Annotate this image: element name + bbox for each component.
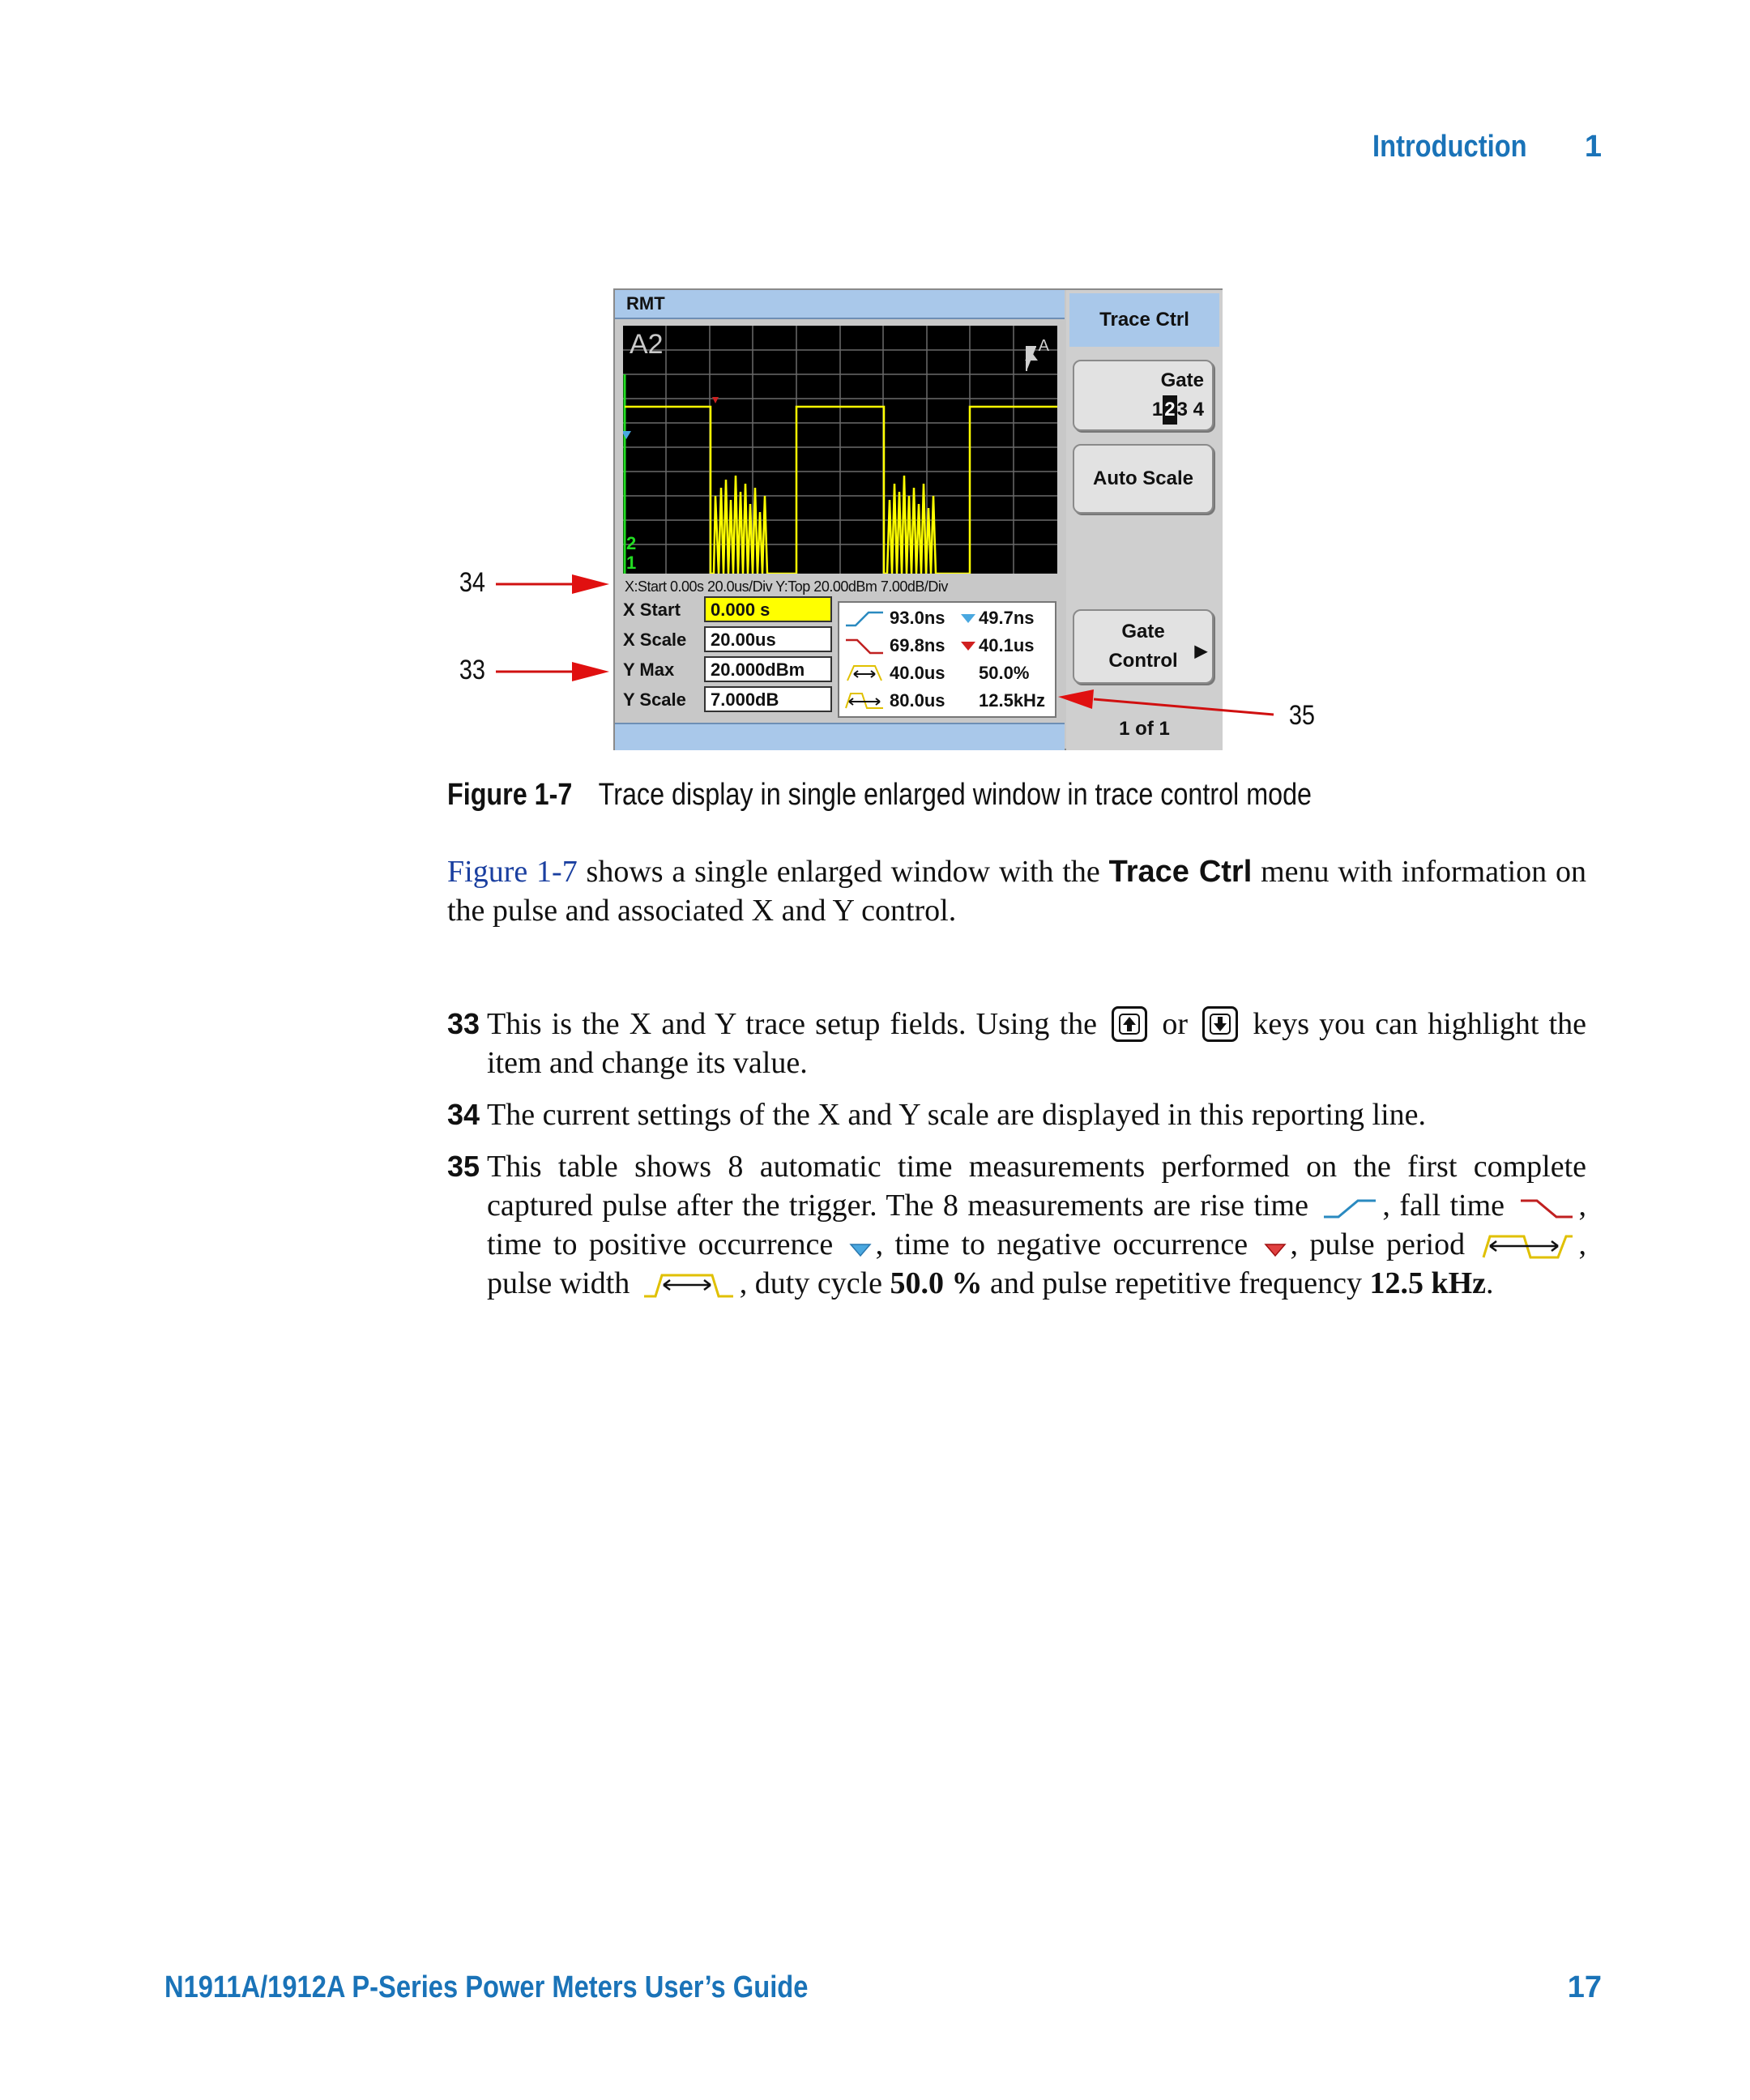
remote-indicator: RMT (626, 293, 665, 314)
item-number: 35 (447, 1150, 480, 1183)
callout-33: 33 (459, 655, 485, 685)
reporting-line: X:Start 0.00s 20.0us/Div Y:Top 20.00dBm 7.00dB/Div (625, 578, 948, 595)
gate-control-line2: Control (1108, 650, 1178, 672)
section-title: Introduction (1372, 130, 1527, 164)
menu-name: Trace Ctrl (1108, 855, 1253, 889)
field-label: X Scale (623, 630, 687, 650)
callout-35: 35 (1288, 700, 1315, 731)
field-label: Y Scale (623, 689, 686, 710)
gate-option: 4 (1193, 399, 1204, 420)
submenu-arrow-icon: ▶ (1194, 642, 1207, 660)
figure-label: Figure 1-7 (447, 778, 573, 812)
field-value[interactable]: 20.00us (704, 626, 832, 652)
arrow-35 (1058, 689, 1274, 715)
item-number: 34 (447, 1098, 480, 1131)
field-label: Y Max (623, 659, 675, 680)
item-text: , pulse period (1290, 1227, 1477, 1261)
duty-cycle-value: 50.0% (979, 663, 1030, 683)
item-text: , time to negative occurrence (875, 1227, 1260, 1261)
pulse-width-value: 40.0us (890, 663, 945, 683)
pulse-period-value: 80.0us (890, 690, 945, 711)
list-item (447, 1147, 1586, 1303)
chapter-number: 1 (1584, 130, 1602, 164)
para-text: menu with information on the pulse and associated X and Y control. (447, 855, 1587, 928)
auto-scale-softkey[interactable]: Auto Scale (1073, 444, 1214, 514)
item-text: or (1152, 1007, 1198, 1041)
arrow-33 (496, 662, 609, 681)
item-text: , duty cycle (739, 1266, 890, 1300)
figure-caption-text: Trace display in single enlarged window in trace control mode (598, 778, 1312, 812)
neg-occurrence-value: 40.1us (979, 635, 1035, 655)
field-value[interactable]: 20.000dBm (704, 656, 832, 682)
up-arrow-key-icon (1112, 1006, 1147, 1042)
gate-option: 1 (1151, 399, 1163, 420)
field-value[interactable]: 0.000 s (704, 596, 832, 622)
item-text: This table shows 8 automatic time measurements performed on the first complete captured pulse after the trigger. The 8 measurements are rise time (487, 1150, 1586, 1223)
gate-option: 3 (1176, 399, 1188, 420)
fall-time-value: 69.8ns (890, 635, 945, 655)
intro-paragraph (447, 852, 1586, 930)
menu-title: Trace Ctrl (1069, 293, 1219, 347)
gate-option-selected: 2 (1163, 395, 1176, 425)
figure-link[interactable]: Figure 1-7 (447, 855, 578, 889)
rise-time-value: 93.0ns (890, 608, 945, 628)
callout-34: 34 (459, 567, 485, 598)
callout-descriptions (447, 1005, 1586, 1316)
arrow-34 (496, 574, 609, 594)
para-text: shows a single enlarged window with the (577, 855, 1109, 889)
neg-occurrence-icon (1263, 1240, 1287, 1261)
item-text: , fall time (1382, 1189, 1514, 1223)
figure-caption (447, 778, 1312, 813)
channel-label: A2 (630, 329, 664, 360)
item-text: The current settings of the X and Y scale are displayed in this reporting line. (487, 1098, 1426, 1132)
duty-cycle-value: 50.0 % (890, 1266, 983, 1300)
item-text: keys you can highlight the item and change its value. (487, 1007, 1587, 1080)
field-label: X Start (623, 600, 681, 620)
svg-text:2: 2 (626, 533, 637, 553)
pos-occurrence-value: 49.7ns (979, 608, 1035, 628)
field-value[interactable]: 7.000dB (704, 686, 832, 712)
item-text: . (1486, 1266, 1494, 1300)
trigger-label: A (1038, 337, 1049, 355)
fall-time-icon (1517, 1196, 1576, 1222)
list-item (447, 1005, 1586, 1082)
page-number: 17 (1567, 1970, 1602, 2004)
frequency-value: 12.5 kHz (1369, 1266, 1487, 1300)
item-text: , time to positive occurrence (487, 1189, 1586, 1261)
pulse-period-icon (1480, 1231, 1576, 1261)
gate-control-line1: Gate (1121, 621, 1165, 642)
svg-text:1: 1 (626, 553, 637, 573)
pos-occurrence-icon (848, 1240, 873, 1261)
list-item (447, 1095, 1586, 1134)
item-number: 33 (447, 1007, 480, 1040)
footer-title: N1911A/1912A P-Series Power Meters User’s Guide (164, 1970, 809, 2004)
rise-time-icon (1321, 1196, 1379, 1222)
gate-label: Gate (1160, 369, 1204, 391)
pulse-width-icon (641, 1270, 736, 1300)
item-text: and pulse repetitive frequency (982, 1266, 1370, 1300)
item-text: This is the X and Y trace setup fields. Using the (487, 1007, 1108, 1041)
down-arrow-key-icon (1202, 1006, 1238, 1042)
item-text: , pulse width (487, 1227, 1586, 1300)
frequency-value: 12.5kHz (979, 690, 1045, 711)
page-indicator: 1 of 1 (1119, 718, 1170, 740)
